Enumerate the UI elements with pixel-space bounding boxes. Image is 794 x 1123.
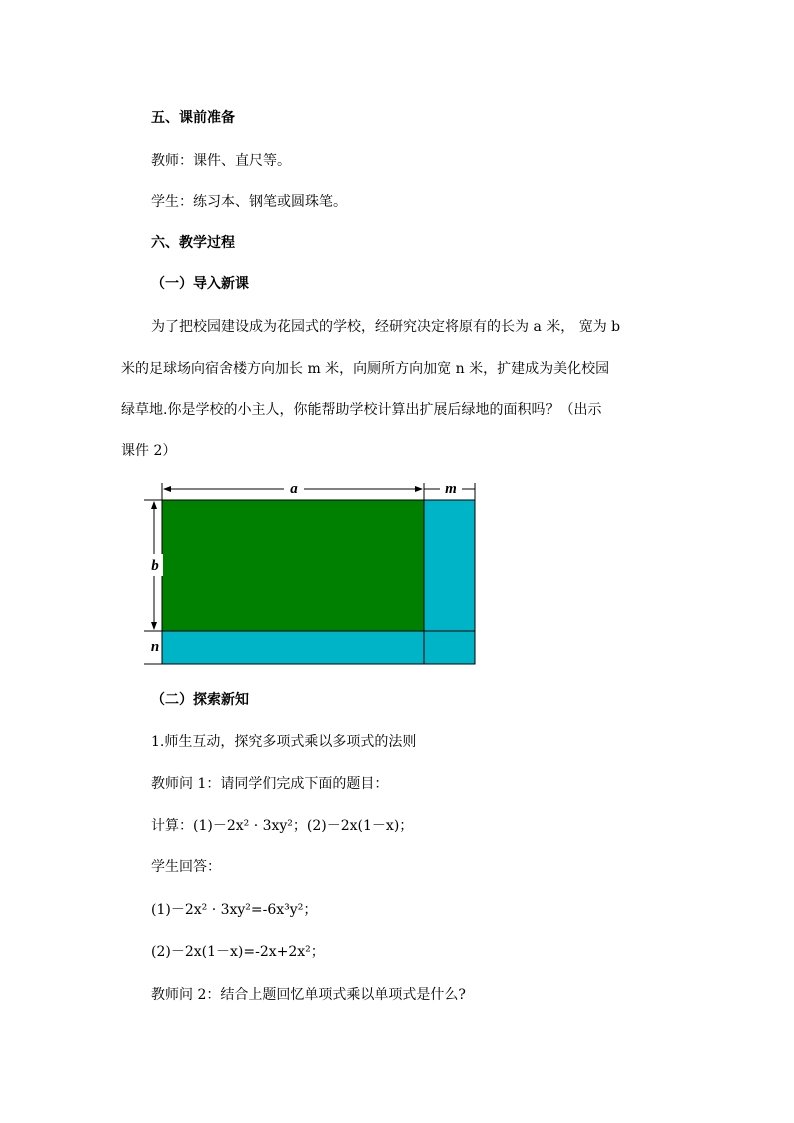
answer-1: (1)－2x² · 3xy²=-6x³y² <box>151 902 304 918</box>
section-heading-process: 六、教学过程 <box>151 235 235 251</box>
calc-end: ； <box>399 818 414 834</box>
calc-expr-2: (2)－2x(1－x) <box>306 818 400 834</box>
calc-separator: ； <box>292 818 307 834</box>
width-extension-rect <box>162 631 424 664</box>
calc-line <box>151 816 413 836</box>
intro-paragraph-line: 课件 2） <box>121 443 177 459</box>
field-expansion-diagram <box>140 478 485 670</box>
answer-2-line: (2)－2x(1－x)=-2x+2x²； <box>151 944 325 960</box>
main-field-rect <box>162 500 424 631</box>
teacher-question-2: 教师问 2：结合上题回忆单项式乘以单项式是什么? <box>151 987 466 1003</box>
intro-paragraph-line: 绿草地.你是学校的小主人，你能帮助学校计算出扩展后绿地的面积吗？（出示 <box>121 402 602 418</box>
answer-1-line: (1)－2x² · 3xy²=-6x³y²； <box>151 902 318 918</box>
answer-2: (2)－2x(1－x)=-2x+2x² <box>151 944 311 960</box>
calc-expr-1: (1)－2x² · 3xy² <box>193 818 293 834</box>
label-n: n <box>150 639 160 655</box>
label-a: a <box>290 481 298 497</box>
student-answer-label: 学生回答： <box>151 859 221 875</box>
corner-extension-rect <box>424 631 475 664</box>
intro-paragraph-line: 米的足球场向宿舍楼方向加长 m 米，向厕所方向加宽 n 米，扩建成为美化校园 <box>121 361 610 377</box>
subsection-heading-explore: （二）探索新知 <box>151 692 249 708</box>
student-materials: 学生：练习本、钢笔或圆珠笔。 <box>151 194 347 210</box>
teacher-materials: 教师：课件、直尺等。 <box>151 153 291 169</box>
label-b: b <box>151 558 159 574</box>
label-m: m <box>445 481 457 497</box>
calc-label: 计算： <box>151 818 193 834</box>
teacher-question-1: 教师问 1：请同学们完成下面的题目： <box>151 776 389 792</box>
section-heading-prep: 五、课前准备 <box>151 110 235 126</box>
item-interaction: 1.师生互动，探究多项式乘以多项式的法则 <box>151 734 417 750</box>
length-extension-rect <box>424 500 475 631</box>
intro-paragraph-line: 为了把校园建设成为花园式的学校，经研究决定将原有的长为 a 米， 宽为 b <box>151 319 621 335</box>
subsection-heading-intro: （一）导入新课 <box>151 276 249 292</box>
